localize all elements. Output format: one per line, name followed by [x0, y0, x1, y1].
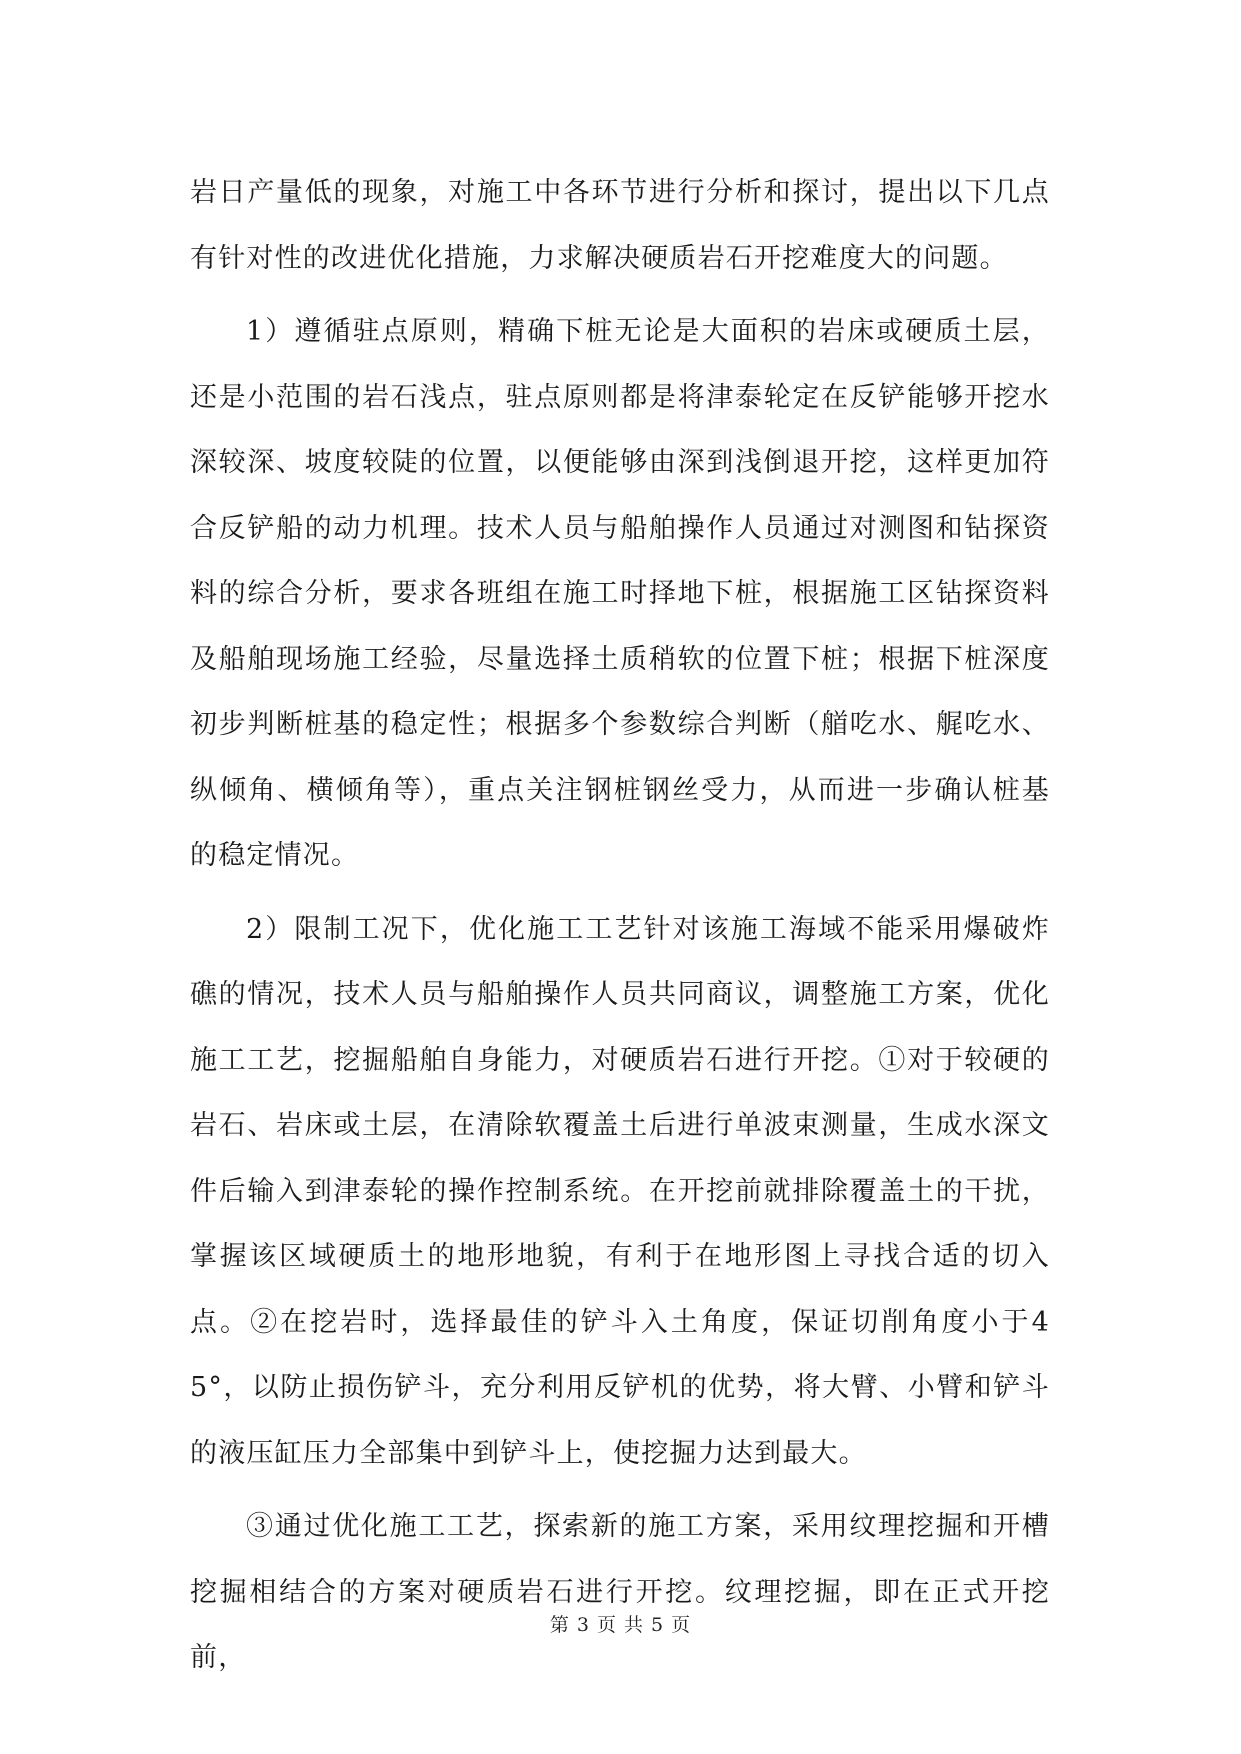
page-number-footer: 第 3 页 共 5 页	[549, 1614, 692, 1636]
paragraph-continuation: 岩日产量低的现象，对施工中各环节进行分析和探讨，提出以下几点有针对性的改进优化措施，力求解决硬质岩石开挖难度大的问题。	[190, 177, 1050, 274]
paragraph-item-1: 1）遵循驻点原则，精确下桩无论是大面积的岩床或硬质土层，还是小范围的岩石浅点，驻点原则都是将津泰轮定在反铲能够开挖水深较深、坡度较陡的位置，以便能够由深到浅倒退开挖，这样更加符合反铲船的动力机理。技术人员与船舶操作人员通过对测图和钻探资料的综合分析，要求各班组在施工时择地下桩，根据施工区钻探资料及船舶现场施工经验，尽量选择土质稍软的位置下桩；根据下桩深度初步判断桩基的稳定性；根据多个参数综合判断（艏吃水、艉吃水、纵倾角、横倾角等），重点关注钢桩钢丝受力，从而进一步确认桩基的稳定情况。	[190, 316, 1050, 871]
paragraph-item-3: ③通过优化施工工艺，探索新的施工方案，采用纹理挖掘和开槽挖掘相结合的方案对硬质岩石进行开挖。纹理挖掘，即在正式开挖前，	[190, 1511, 1050, 1673]
document-body	[190, 160, 1050, 1691]
paragraph-item-2: 2）限制工况下，优化施工工艺针对该施工海域不能采用爆破炸礁的情况，技术人员与船舶操作人员共同商议，调整施工方案，优化施工工艺，挖掘船舶自身能力，对硬质岩石进行开挖。①对于较硬的岩石、岩床或土层，在清除软覆盖土后进行单波束测量，生成水深文件后输入到津泰轮的操作控制系统。在开挖前就排除覆盖土的干扰，掌握该区域硬质土的地形地貌，有利于在地形图上寻找合适的切入点。②在挖岩时，选择最佳的铲斗入土角度，保证切削角度小于45°，以防止损伤铲斗，充分利用反铲机的优势，将大臂、小臂和铲斗的液压缸压力全部集中到铲斗上，使挖掘力达到最大。	[190, 913, 1050, 1469]
